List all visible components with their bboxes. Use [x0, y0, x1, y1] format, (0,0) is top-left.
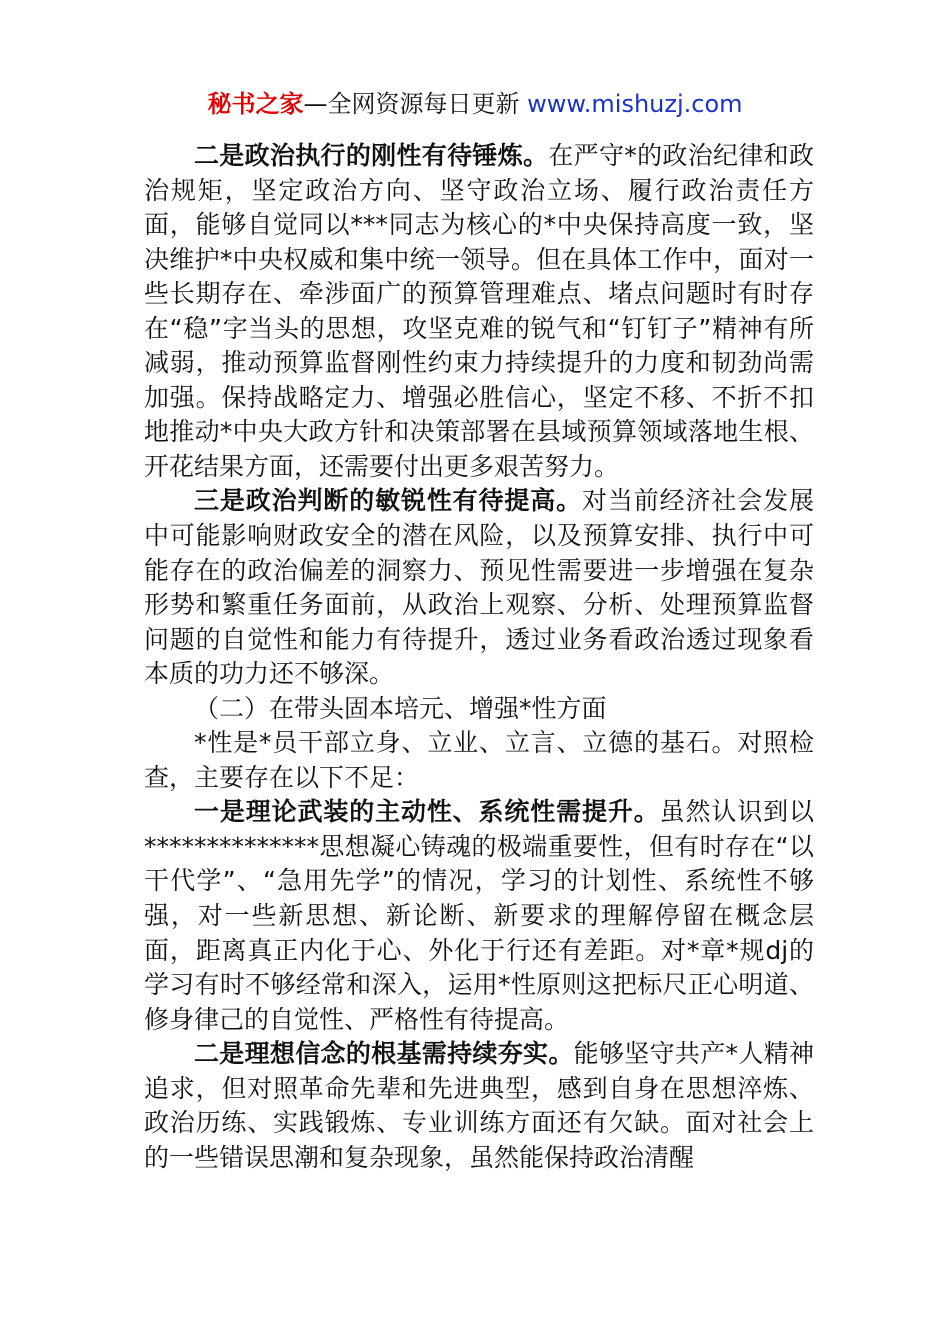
header-slogan: —全网资源每日更新 — [303, 90, 528, 118]
paragraph-text: 能够坚守共产*人精神追求，但对照革命先辈和先进典型，感到自身在思想淬炼、政治历练、实践锻炼、专业训练方面还有欠缺。面对社会上的一些错误思潮和复杂现象，虽然能保持政治清醒 — [144, 1039, 814, 1172]
document-body — [144, 139, 814, 1175]
paragraph-lead: 三是政治判断的敏锐性有待提高。 — [194, 486, 583, 516]
paragraph-text: 对当前经济社会发展中可能影响财政安全的潜在风险，以及预算安排、执行中可能存在的政治偏差的洞察力、预见性需要进一步增强在复杂形势和繁重任务面前，从政治上观察、分析、处理预算监督问题的自觉性和能力有待提升，透过业务看政治透过现象看本质的功力还不够深。 — [144, 486, 814, 689]
paragraph-lead: 一是理论武装的主动性、系统性需提升。 — [194, 797, 660, 827]
paragraph-text: 虽然认识到以**************思想凝心铸魂的极端重要性，但有时存在“以干代学”、“急用先学”的情况，学习的计划性、系统性不够强，对一些新思想、新论断、新要求的理解停留在概念层面，距离真正内化于心、外化于行还有差距。对*章*规dj的学习有时不够经常和深入，运用*性原则这把标尺正心明道、修身律己的自觉性、严格性有待提高。 — [144, 797, 814, 1034]
paragraph-ideals-beliefs — [144, 1037, 814, 1175]
paragraph-theory-study — [144, 795, 814, 1037]
paragraph-intro — [144, 726, 814, 795]
paragraph-political-judgment — [144, 484, 814, 691]
paragraph-political-execution — [144, 139, 814, 484]
section-heading — [144, 692, 814, 727]
page-header — [0, 86, 950, 122]
paragraph-text: 在严守*的政治纪律和政治规矩，坚定政治方向、坚守政治立场、履行政治责任方面，能够自觉同以***同志为核心的*中央保持高度一致，坚决维护*中央权威和集中统一领导。但在具体工作中，面对一些长期存在、牵涉面广的预算管理难点、堵点问题时有时存在“稳”字当头的思想，攻坚克难的锐气和“钉钉子”精神有所减弱，推动预算监督刚性约束力持续提升的力度和韧劲尚需加强。保持战略定力、增强必胜信心，坚定不移、不折不扣地推动*中央大政方针和决策部署在县域预算领域落地生根、开花结果方面，还需要付出更多艰苦努力。 — [144, 141, 814, 481]
brand-name: 秘书之家 — [207, 90, 304, 118]
section-heading-text: （二）在带头固本培元、增强*性方面 — [194, 693, 607, 723]
paragraph-text: *性是*员干部立身、立业、立言、立德的基石。对照检查，主要存在以下不足： — [144, 728, 814, 792]
paragraph-lead: 二是政治执行的刚性有待锤炼。 — [194, 141, 549, 170]
site-url-link[interactable]: www.mishuzj.com — [527, 90, 743, 118]
paragraph-lead: 二是理想信念的根基需持续夯实。 — [194, 1039, 574, 1069]
